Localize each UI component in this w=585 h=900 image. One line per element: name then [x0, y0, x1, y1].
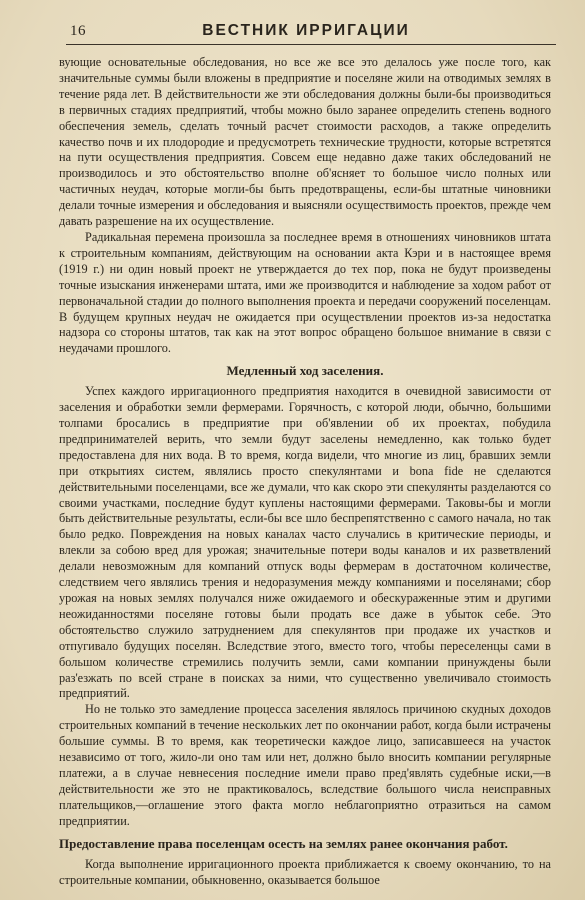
header-rule: [66, 44, 556, 45]
section-heading: Медленный ход заселения.: [226, 363, 384, 379]
paragraph: Когда выполнение ирригационного проекта приближается к своему окончанию, то на строительные компании, обыкновенно, оказывается большое: [59, 856, 551, 887]
section-heading: Предоставление права поселенцам осесть на землях ранее окончания работ.: [59, 835, 508, 851]
page-header: [56, 20, 556, 46]
paragraph: Радикальная перемена произошла за последнее время в отношениях чиновников штата к строительным компаниям, действующим на основании акта Кэри и в настоящее время (1919 г.) ни один новый проект не утверждается до тех пор, пока не будут произведены точные изыскания инженерами штата, ими же производится и наблюдение за ходом работ от первоначальной стадии до полного выполнения проекта и передачи сооружений поселенцам. В будущем крупных неудач не ожидается при осуществлении проектов из-за недостатка надзора со стороны штатов, так как на этот вопрос обращено большое внимание в связи с неудачами прошлого.: [59, 229, 551, 356]
article-body: [59, 55, 551, 900]
paragraph: Но не только это замедление процесса заселения являлось причиною скудных доходов строительных компаний в течение нескольких лет по окончании работ, когда были истрачены большие суммы. В то время, как теоретически каждое лицо, записавшееся на участок независимо от того, жило-ли оно там или нет, должно было вносить компании регулярные платежи, а в случае невнесения последние имели право пред'являть судебные иски,—в действительности же это не практиковалось, вследствие большого числа неисправных плательщиков,—оглашение этого факта могло неблагоприятно отразиться на самом предприятии.: [59, 702, 551, 828]
page-number: 16: [70, 23, 86, 39]
paragraph: вующие основательные обследования, но все же все это делалось уже после того, как значительные суммы были вложены в предприятие и поселяне жили на отводимых землях в течение ряда лет. В действительности же эти обследования должны были-бы производиться в первичных стадиях предприятий, чтобы можно было заранее определить степень водного обеспечения земель, сделать точный расчет стоимости расходов, а также определить качество почв и их плодородие и предусмотреть технические трудности, которые встретятся на пути осуществления предприятия. Совсем еще недавно даже таких обследований не производилось и это обстоятельство вполне об'ясняет то большое число полных или частичных неудач, которые могли-бы быть предотвращены, если-бы штатные чиновники делали точные измерения и обследования и выясняли осуществимость проектов, прежде чем давать разрешение на их осуществление.: [59, 55, 551, 229]
journal-title: ВЕСТНИК ИРРИГАЦИИ: [202, 22, 410, 39]
paragraph: Успех каждого ирригационного предприятия находится в очевидной зависимости от заселения и обработки земли фермерами. Горячность, с которой люди, обычно, большими толпами бросались в предприятие при об'явлении об их проектах, побудила предпринимателей верить, что земли будут заселены немедленно, как только будет предоставлена для них вода. В то время, когда видели, что многие из лиц, бравших земли при открытиях систем, являлись просто спекулянтами и bona fide не сделаются действительными поселенцами, все же думали, что как скоро эти спекулянты разделаются со своими участками, последние будут куплены настоящими фермерами. Таковы-бы и могли быть действительные результаты, если-бы все шло беспрепятственно с самого начала, но так было редко. Повреждения на новых каналах часто случались в критические периоды, и влекли за собою вред для урожая; значительные потери воды каналов и их разветвлений делали невозможным для компаний отпуск воды фермерам в достаточном количестве, следствием чего являлись трения и недоразумения между компаниями и поселянами; сбор урожая на новых землях получался ниже ожидаемого и обескураженные этим и другими неожиданностями поселяне готовы были продать все даже в убыток себе. Это обстоятельство служило затруднением для спекулянтов при продаже их участков и отпугивало будущих поселян. Вследствие этого, вместо того, чтобы переселенцы сами в большом количестве стремились получить земли, сами компании принуждены были раз'езжать по всей стране в поисках за ними, что существенно увеличивало стоимость предприятий.: [59, 384, 551, 701]
